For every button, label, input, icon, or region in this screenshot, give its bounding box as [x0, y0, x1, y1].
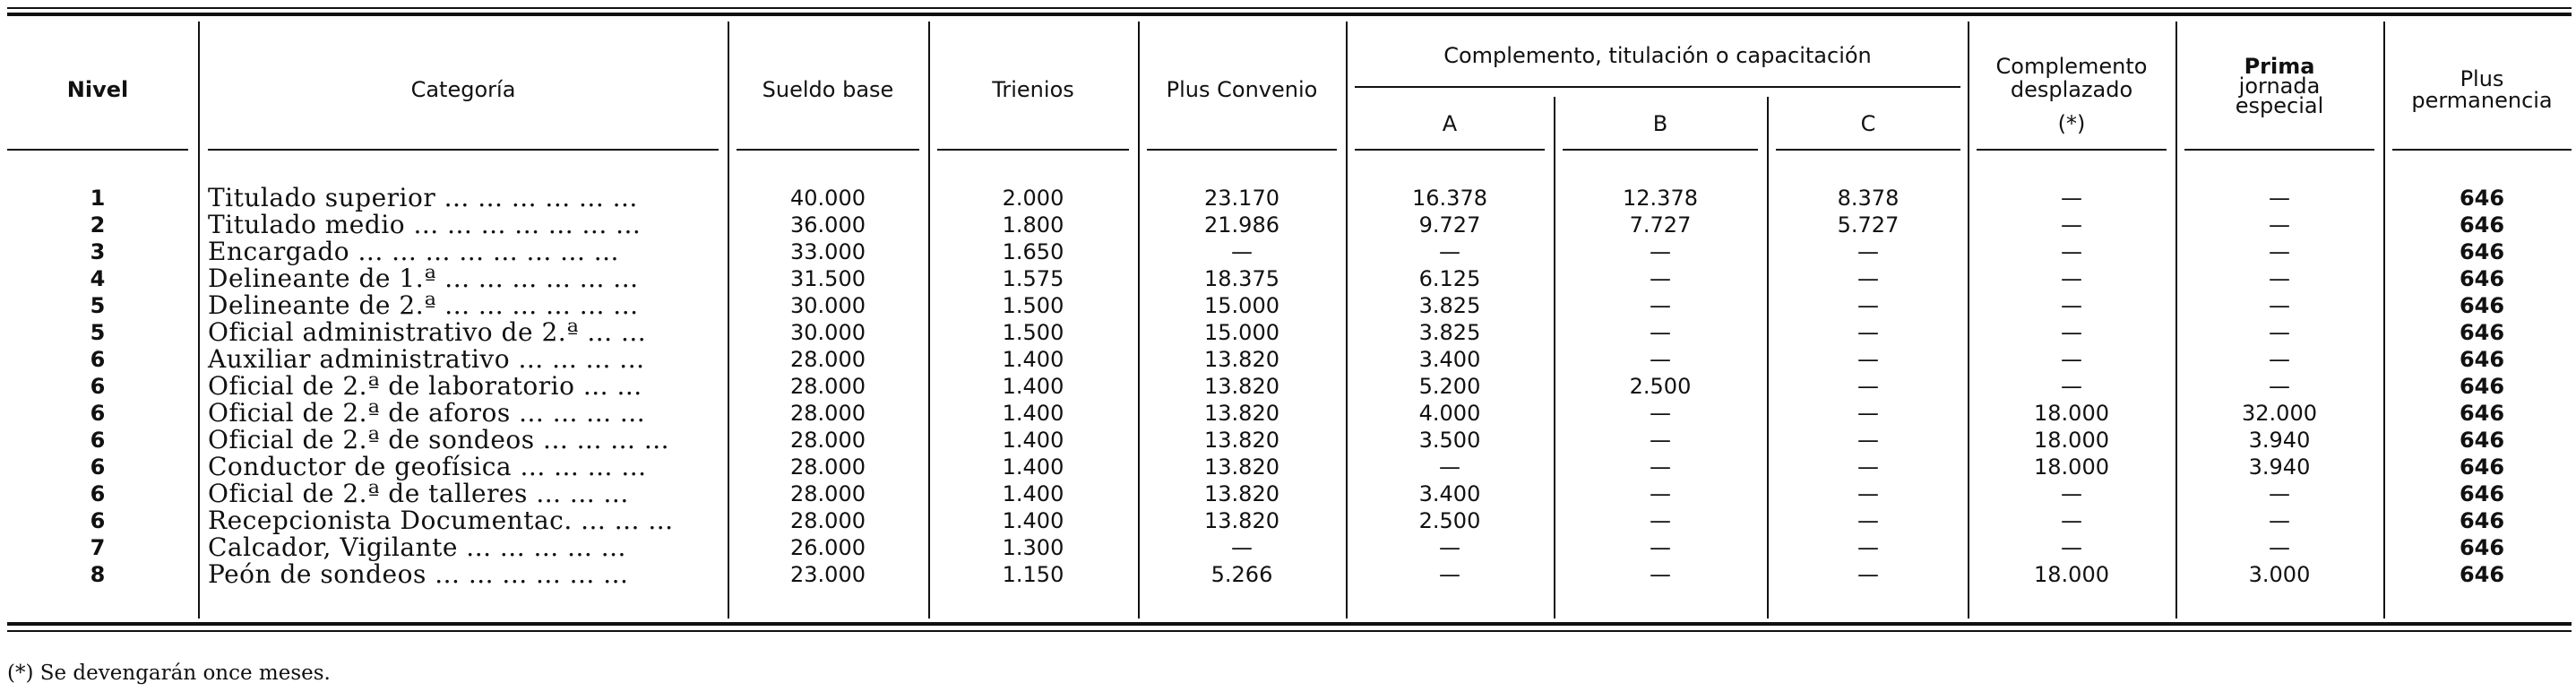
cell-categoria: Conductor de geofísica ... ... ... ... — [208, 452, 647, 481]
cell-complemento-c: — — [1857, 535, 1879, 560]
cell-sueldo-base: 40.000 — [790, 186, 866, 211]
cell-plus-permanencia: 646 — [2459, 347, 2505, 372]
cell-complemento-c: — — [1857, 481, 1879, 506]
header-underline — [1977, 149, 2167, 151]
cell-plus-convenio: — — [1231, 239, 1253, 264]
cell-complemento-desplazado: — — [2061, 293, 2082, 318]
cell-plus-convenio: 13.820 — [1204, 454, 1279, 480]
top-rule-thick — [7, 13, 2572, 16]
cell-sueldo-base: 30.000 — [790, 320, 866, 345]
cell-complemento-desplazado: — — [2061, 374, 2082, 399]
cell-complemento-b: — — [1650, 508, 1671, 533]
cell-plus-permanencia: 646 — [2459, 481, 2505, 506]
cell-sueldo-base: 31.500 — [790, 266, 866, 291]
cell-categoria: Calcador, Vigilante ... ... ... ... ... — [208, 532, 626, 562]
cell-trienios: 1.650 — [1002, 239, 1064, 264]
cell-plus-permanencia: 646 — [2459, 186, 2505, 211]
cell-categoria: Encargado ... ... ... ... ... ... ... ... — [208, 237, 619, 266]
cell-complemento-desplazado: — — [2061, 212, 2082, 238]
cell-complemento-a: 3.400 — [1418, 347, 1481, 372]
cell-categoria: Oficial de 2.ª de laboratorio ... ... — [208, 371, 642, 401]
cell-plus-convenio: 13.820 — [1204, 347, 1279, 372]
cell-complemento-a: 3.400 — [1418, 481, 1481, 506]
cell-prima-jornada: — — [2269, 481, 2290, 506]
cell-plus-permanencia: 646 — [2459, 508, 2505, 533]
header-sueldo-base: Sueldo base — [762, 77, 894, 102]
cell-prima-jornada: 3.000 — [2248, 562, 2311, 587]
cell-plus-permanencia: 646 — [2459, 212, 2505, 238]
cell-complemento-desplazado: — — [2061, 320, 2082, 345]
header-categoria: Categoría — [410, 77, 516, 102]
cell-prima-jornada: — — [2269, 535, 2290, 560]
cell-prima-jornada: — — [2269, 320, 2290, 345]
cell-prima-jornada: — — [2269, 293, 2290, 318]
header-underline — [737, 149, 919, 151]
cell-sueldo-base: 28.000 — [790, 508, 866, 533]
group-underline — [1355, 86, 1960, 88]
cell-complemento-c: — — [1857, 347, 1879, 372]
cell-complemento-desplazado: — — [2061, 508, 2082, 533]
table-row — [0, 561, 2576, 588]
cell-complemento-desplazado: — — [2061, 347, 2082, 372]
cell-trienios: 1.800 — [1002, 212, 1064, 238]
cell-complemento-desplazado: — — [2061, 535, 2082, 560]
cell-categoria: Titulado medio ... ... ... ... ... ... ... — [208, 210, 642, 239]
cell-sueldo-base: 30.000 — [790, 293, 866, 318]
cell-complemento-c: — — [1857, 239, 1879, 264]
cell-trienios: 1.400 — [1002, 508, 1064, 533]
cell-complemento-b: — — [1650, 481, 1671, 506]
cell-sueldo-base: 28.000 — [790, 428, 866, 453]
header-plus-convenio: Plus Convenio — [1166, 77, 1318, 102]
cell-complemento-a: 5.200 — [1418, 374, 1481, 399]
cell-trienios: 1.400 — [1002, 481, 1064, 506]
cell-complemento-b: — — [1650, 293, 1671, 318]
header-underline — [1355, 149, 1545, 151]
bottom-rule — [7, 630, 2572, 632]
cell-complemento-b: — — [1650, 320, 1671, 345]
cell-complemento-a: — — [1439, 535, 1460, 560]
cell-sueldo-base: 28.000 — [790, 401, 866, 426]
cell-nivel: 1 — [90, 186, 106, 211]
cell-prima-jornada: — — [2269, 347, 2290, 372]
cell-complemento-desplazado: — — [2061, 481, 2082, 506]
table-row — [0, 185, 2576, 212]
table-row — [0, 507, 2576, 534]
cell-nivel: 6 — [90, 481, 106, 506]
cell-nivel: 6 — [90, 401, 106, 426]
cell-prima-jornada: 3.940 — [2248, 428, 2311, 453]
cell-trienios: 1.300 — [1002, 535, 1064, 560]
cell-categoria: Titulado superior ... ... ... ... ... ... — [208, 183, 638, 212]
cell-complemento-c: — — [1857, 401, 1879, 426]
cell-trienios: 1.400 — [1002, 454, 1064, 480]
cell-plus-convenio: 23.170 — [1204, 186, 1279, 211]
cell-nivel: 2 — [90, 212, 106, 238]
cell-prima-jornada: — — [2269, 508, 2290, 533]
header-plus-permanencia-1: Plus — [2460, 66, 2504, 91]
cell-nivel: 6 — [90, 428, 106, 453]
table-row — [0, 319, 2576, 346]
cell-trienios: 1.575 — [1002, 266, 1064, 291]
cell-complemento-b: — — [1650, 535, 1671, 560]
table-row — [0, 265, 2576, 292]
cell-plus-convenio: 5.266 — [1210, 562, 1273, 587]
cell-categoria: Peón de sondeos ... ... ... ... ... ... — [208, 559, 629, 589]
cell-complemento-desplazado: — — [2061, 266, 2082, 291]
cell-complemento-b: — — [1650, 266, 1671, 291]
cell-plus-permanencia: 646 — [2459, 320, 2505, 345]
cell-nivel: 8 — [90, 562, 106, 587]
header-underline — [7, 149, 188, 151]
table-row — [0, 292, 2576, 319]
cell-complemento-desplazado: 18.000 — [2034, 428, 2109, 453]
cell-prima-jornada: 32.000 — [2242, 401, 2317, 426]
cell-complemento-desplazado: — — [2061, 186, 2082, 211]
cell-trienios: 1.400 — [1002, 428, 1064, 453]
header-underline — [1147, 149, 1337, 151]
cell-complemento-b: — — [1650, 428, 1671, 453]
cell-complemento-b: — — [1650, 401, 1671, 426]
cell-categoria: Oficial de 2.ª de sondeos ... ... ... ... — [208, 425, 670, 454]
header-trienios: Trienios — [992, 77, 1074, 102]
cell-nivel: 3 — [90, 239, 106, 264]
cell-complemento-a: 3.825 — [1418, 320, 1481, 345]
cell-sueldo-base: 23.000 — [790, 562, 866, 587]
cell-plus-convenio: 15.000 — [1204, 320, 1279, 345]
cell-complemento-a: — — [1439, 562, 1460, 587]
cell-prima-jornada: — — [2269, 374, 2290, 399]
cell-complemento-desplazado: 18.000 — [2034, 401, 2109, 426]
cell-complemento-desplazado: — — [2061, 239, 2082, 264]
cell-plus-permanencia: 646 — [2459, 401, 2505, 426]
table-row — [0, 427, 2576, 454]
header-col-c: C — [1860, 111, 1876, 136]
table-row — [0, 534, 2576, 561]
cell-complemento-c: — — [1857, 508, 1879, 533]
cell-plus-convenio: 18.375 — [1204, 266, 1279, 291]
cell-categoria: Oficial de 2.ª de aforos ... ... ... ... — [208, 398, 646, 428]
cell-complemento-a: 2.500 — [1418, 508, 1481, 533]
cell-complemento-a: — — [1439, 454, 1460, 480]
cell-complemento-a: 3.825 — [1418, 293, 1481, 318]
table-row — [0, 373, 2576, 400]
header-complemento-desplazado-1: Complemento — [1995, 54, 2148, 79]
cell-nivel: 6 — [90, 508, 106, 533]
cell-complemento-b: — — [1650, 562, 1671, 587]
table-row — [0, 212, 2576, 238]
cell-plus-convenio: 13.820 — [1204, 481, 1279, 506]
header-complemento-group: Complemento, titulación o capacitación — [1443, 43, 1872, 68]
cell-plus-permanencia: 646 — [2459, 293, 2505, 318]
cell-trienios: 1.150 — [1002, 562, 1064, 587]
cell-prima-jornada: — — [2269, 186, 2290, 211]
cell-prima-jornada: — — [2269, 212, 2290, 238]
cell-complemento-a: 4.000 — [1418, 401, 1481, 426]
header-prima-1: Prima — [2244, 54, 2315, 79]
cell-complemento-a: 3.500 — [1418, 428, 1481, 453]
cell-complemento-b: — — [1650, 239, 1671, 264]
cell-plus-convenio: 15.000 — [1204, 293, 1279, 318]
cell-complemento-c: — — [1857, 454, 1879, 480]
cell-complemento-b: 2.500 — [1629, 374, 1692, 399]
cell-sueldo-base: 36.000 — [790, 212, 866, 238]
cell-complemento-c: 5.727 — [1837, 212, 1900, 238]
table-row — [0, 346, 2576, 373]
cell-complemento-a: 16.378 — [1412, 186, 1487, 211]
cell-plus-permanencia: 646 — [2459, 239, 2505, 264]
header-prima-2: jornada — [2238, 74, 2321, 99]
cell-complemento-a: — — [1439, 239, 1460, 264]
cell-complemento-desplazado: 18.000 — [2034, 562, 2109, 587]
table-row — [0, 238, 2576, 265]
cell-plus-convenio: 21.986 — [1204, 212, 1279, 238]
cell-nivel: 5 — [90, 320, 106, 345]
cell-nivel: 6 — [90, 347, 106, 372]
header-prima-3: especial — [2235, 93, 2324, 118]
cell-complemento-c: — — [1857, 374, 1879, 399]
cell-nivel: 4 — [90, 266, 106, 291]
cell-complemento-b: — — [1650, 454, 1671, 480]
cell-plus-convenio: — — [1231, 535, 1253, 560]
header-underline — [2184, 149, 2374, 151]
cell-plus-permanencia: 646 — [2459, 535, 2505, 560]
header-underline — [1776, 149, 1960, 151]
cell-complemento-c: — — [1857, 266, 1879, 291]
cell-nivel: 5 — [90, 293, 106, 318]
cell-trienios: 1.500 — [1002, 293, 1064, 318]
cell-sueldo-base: 28.000 — [790, 347, 866, 372]
cell-nivel: 6 — [90, 374, 106, 399]
header-underline — [208, 149, 719, 151]
cell-sueldo-base: 26.000 — [790, 535, 866, 560]
cell-plus-permanencia: 646 — [2459, 266, 2505, 291]
cell-complemento-a: 9.727 — [1418, 212, 1481, 238]
cell-categoria: Delineante de 1.ª ... ... ... ... ... ... — [208, 264, 639, 293]
cell-plus-permanencia: 646 — [2459, 428, 2505, 453]
footnote: (*) Se devengarán once meses. — [7, 662, 331, 685]
cell-nivel: 6 — [90, 454, 106, 480]
header-underline — [2392, 149, 2572, 151]
cell-trienios: 1.400 — [1002, 347, 1064, 372]
cell-categoria: Recepcionista Documentac. ... ... ... — [208, 506, 674, 535]
bottom-rule-thick — [7, 622, 2572, 626]
cell-complemento-b: — — [1650, 347, 1671, 372]
header-nivel: Nivel — [66, 77, 129, 102]
header-complemento-desplazado-2: desplazado — [2010, 77, 2133, 102]
cell-plus-convenio: 13.820 — [1204, 428, 1279, 453]
header-col-b: B — [1652, 111, 1668, 136]
cell-plus-permanencia: 646 — [2459, 562, 2505, 587]
cell-complemento-desplazado: 18.000 — [2034, 454, 2109, 480]
cell-complemento-c: — — [1857, 320, 1879, 345]
cell-complemento-c: — — [1857, 293, 1879, 318]
cell-complemento-c: 8.378 — [1837, 186, 1900, 211]
cell-categoria: Auxiliar administrativo ... ... ... ... — [208, 344, 645, 374]
cell-plus-convenio: 13.820 — [1204, 508, 1279, 533]
cell-prima-jornada: 3.940 — [2248, 454, 2311, 480]
table-row — [0, 480, 2576, 507]
cell-trienios: 1.500 — [1002, 320, 1064, 345]
cell-sueldo-base: 33.000 — [790, 239, 866, 264]
cell-sueldo-base: 28.000 — [790, 374, 866, 399]
cell-plus-convenio: 13.820 — [1204, 401, 1279, 426]
header-plus-permanencia-2: permanencia — [2411, 88, 2553, 113]
cell-prima-jornada: — — [2269, 239, 2290, 264]
cell-complemento-c: — — [1857, 562, 1879, 587]
cell-plus-permanencia: 646 — [2459, 374, 2505, 399]
cell-nivel: 7 — [90, 535, 106, 560]
cell-sueldo-base: 28.000 — [790, 454, 866, 480]
cell-categoria: Delineante de 2.ª ... ... ... ... ... ... — [208, 290, 639, 320]
cell-complemento-a: 6.125 — [1418, 266, 1481, 291]
header-underline — [937, 149, 1129, 151]
cell-plus-permanencia: 646 — [2459, 454, 2505, 480]
header-col-a: A — [1442, 111, 1458, 136]
header-complemento-desplazado-3: (*) — [2057, 111, 2086, 136]
cell-sueldo-base: 28.000 — [790, 481, 866, 506]
header-underline — [1563, 149, 1758, 151]
cell-categoria: Oficial administrativo de 2.ª ... ... — [208, 317, 647, 347]
cell-trienios: 1.400 — [1002, 374, 1064, 399]
cell-complemento-b: 12.378 — [1623, 186, 1698, 211]
cell-plus-convenio: 13.820 — [1204, 374, 1279, 399]
cell-complemento-b: 7.727 — [1629, 212, 1692, 238]
top-rule — [7, 7, 2572, 9]
cell-complemento-c: — — [1857, 428, 1879, 453]
table-row — [0, 454, 2576, 480]
cell-categoria: Oficial de 2.ª de talleres ... ... ... — [208, 479, 629, 508]
cell-prima-jornada: — — [2269, 266, 2290, 291]
table-row — [0, 400, 2576, 427]
cell-trienios: 1.400 — [1002, 401, 1064, 426]
cell-trienios: 2.000 — [1002, 186, 1064, 211]
